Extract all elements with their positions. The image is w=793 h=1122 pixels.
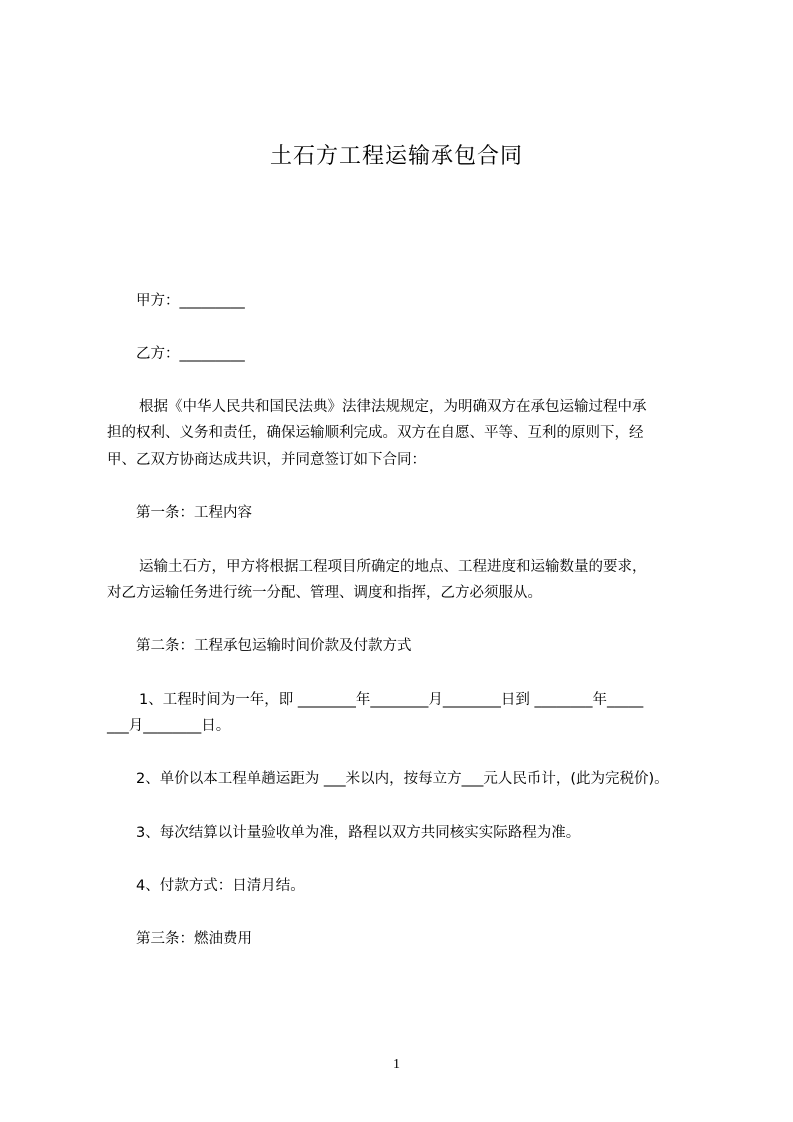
article-1-body-line-1: 运输土石方，甲方将根据工程项目所确定的地点、工程进度和运输数量的要求， [139,559,647,575]
article-3-heading: 第三条：燃油费用 [136,931,252,947]
document-title: 土石方工程运输承包合同 [269,144,523,169]
preamble-line-3: 甲、乙双方协商达成共识，并同意签订如下合同： [107,452,426,468]
preamble-line-2: 担的权利、义务和责任，确保运输顺利完成。双方在自愿、平等、互利的原则下，经 [107,425,644,441]
page-number: 1 [393,1057,400,1072]
article-2-clause-1-line-1: 1、工程时间为一年，即 ________年________月________日到 ________年_____ [139,692,644,708]
article-2-clause-1-line-2: ___月________日。 [107,718,231,734]
article-1-body-line-2: 对乙方运输任务进行统一分配、管理、调度和指挥，乙方必须服从。 [107,585,542,601]
party-b-line: 乙方：_________ [136,346,245,362]
article-2-heading: 第二条：工程承包运输时间价款及付款方式 [136,638,412,654]
article-2-clause-4: 4、付款方式：日清月结。 [136,878,305,894]
article-2-clause-3: 3、每次结算以计量验收单为准，路程以双方共同核实实际路程为准。 [136,825,581,841]
article-1-heading: 第一条：工程内容 [136,505,252,521]
party-a-line: 甲方：_________ [136,293,245,309]
preamble-line-1: 根据《中华人民共和国民法典》法律法规规定，为明确双方在承包运输过程中承 [139,399,647,415]
article-2-clause-2: 2、单价以本工程单趟运距为 ___米以内，按每立方___元人民币计，(此为完税价)。 [136,771,669,787]
